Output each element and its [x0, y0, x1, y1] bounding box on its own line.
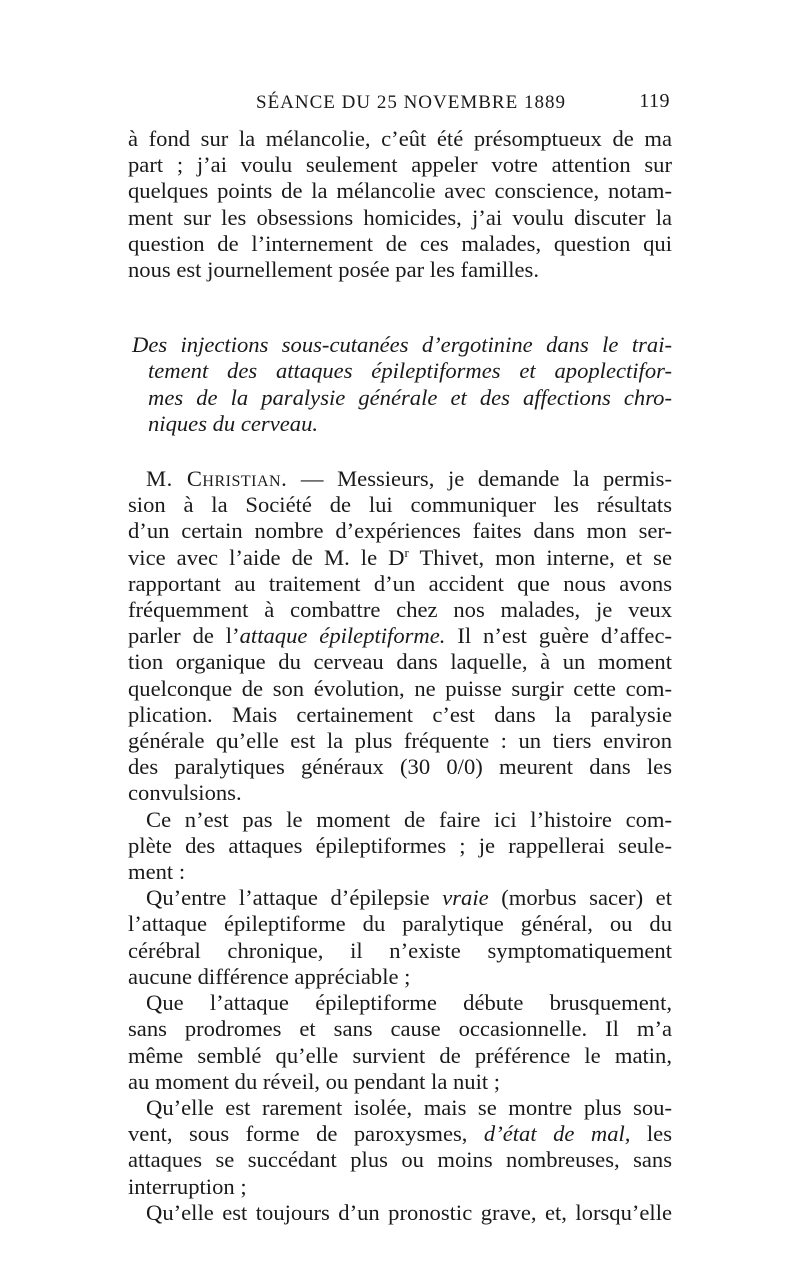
- italic-term: attaque épileptiforme.: [239, 623, 446, 649]
- text-line: sans prodromes et sans cause occasionnelle. Il m’a: [128, 1016, 672, 1042]
- text-line: au moment du réveil, ou pendant la nuit ;: [128, 1068, 501, 1094]
- text-line: d’un certain nombre d’expériences faites dans mon ser-: [128, 518, 672, 544]
- text-line: fréquemment à combattre chez nos malades, je veux: [128, 597, 672, 623]
- paragraph-prognosis: [128, 1200, 672, 1226]
- text-line: [128, 466, 672, 492]
- text-line: même semblé qu’elle survient de préférence le matin,: [128, 1042, 672, 1068]
- running-head: [128, 88, 672, 122]
- superscript: r: [404, 544, 409, 560]
- paragraph-onset: [128, 990, 672, 1095]
- text-fragment: Thivet, mon interne, et se: [408, 544, 672, 570]
- text-fragment: (morbus sacer) et: [488, 885, 672, 911]
- text-line: [128, 623, 672, 649]
- text-line: interruption ;: [128, 1173, 247, 1199]
- text-line: Que l’attaque épileptiforme débute brusquement,: [146, 990, 672, 1016]
- text-line: Ce n’est pas le moment de faire ici l’histoire com-: [146, 806, 672, 832]
- text-line: plication. Mais certainement c’est dans la paralysie: [128, 701, 672, 727]
- italic-term: vraie: [442, 885, 489, 911]
- text-line: [128, 545, 672, 571]
- italic-term: d’état de mal,: [483, 1121, 631, 1147]
- title-line: niques du cerveau.: [148, 410, 319, 436]
- text-fragment: Messieurs, je demande la permis-: [337, 466, 672, 492]
- text-fragment: Il n’est guère d’affec-: [445, 623, 672, 649]
- text-line: cérébral chronique, il n’existe symptomatiquement: [128, 937, 672, 963]
- title-line: mes de la paralysie générale et des affections chro-: [148, 384, 672, 410]
- text-line: ment sur les obsessions homicides, j’ai voulu discuter la: [128, 204, 672, 230]
- text-line: aucune différence appréciable ;: [128, 963, 411, 989]
- text-line: rapportant au traitement d’un accident que nous avons: [128, 570, 672, 596]
- text-fragment: parler de l’: [128, 623, 240, 649]
- article-title: [128, 332, 672, 437]
- text-line: plète des attaques épileptiformes ; je rappellerai seule-: [128, 832, 672, 858]
- text-fragment: Qu’entre l’attaque d’épilepsie: [146, 885, 443, 911]
- paragraph-true-epilepsy: [128, 885, 672, 990]
- text-line: tion organique du cerveau dans laquelle, à un moment: [128, 649, 672, 675]
- text-line: [128, 1121, 672, 1147]
- continuation-paragraph: [128, 126, 672, 283]
- text-fragment: vice avec l’aide de M. le D: [128, 544, 405, 570]
- page-number: 119: [639, 90, 670, 112]
- text-line: à fond sur la mélancolie, c’eût été présomptueux de ma: [128, 126, 672, 151]
- text-line: Qu’elle est rarement isolée, mais se montre plus sou-: [146, 1094, 672, 1120]
- speaker-name: M. Christian.: [146, 466, 288, 492]
- text-line: question de l’internement de ces malades, question qui: [128, 230, 672, 256]
- text-line: générale qu’elle est la plus fréquente : un tiers environ: [128, 728, 672, 754]
- text-line: convulsions.: [128, 780, 242, 806]
- text-fragment: vent, sous forme de paroxysmes,: [128, 1121, 484, 1147]
- text-line: des paralytiques généraux (30 0/0) meurent dans les: [128, 754, 672, 780]
- paragraph-history: [128, 807, 672, 886]
- page-content: [128, 88, 672, 1226]
- text-line: part ; j’ai voulu seulement appeler votre attention sur: [128, 152, 672, 178]
- text-line: [128, 885, 672, 911]
- text-line: attaques se succédant plus ou moins nombreuses, sans: [128, 1147, 672, 1173]
- paragraph-paroxysms: [128, 1095, 672, 1200]
- speech-paragraph: [128, 466, 672, 807]
- text-line: nous est journellement posée par les familles.: [128, 257, 539, 283]
- text-line: ment :: [128, 859, 186, 885]
- text-line: Qu’elle est toujours d’un pronostic grave, et, lorsqu’elle: [146, 1199, 672, 1225]
- running-title: SÉANCE DU 25 NOVEMBRE 1889: [256, 92, 566, 113]
- title-line: Des injections sous-cutanées d’ergotinine dans le trai-: [132, 332, 672, 358]
- title-line: tement des attaques épileptiformes et apoplectifor-: [148, 358, 672, 384]
- em-dash: —: [287, 466, 338, 492]
- text-fragment: les: [630, 1121, 672, 1147]
- text-line: sion à la Société de lui communiquer les résultats: [128, 492, 672, 518]
- text-line: l’attaque épileptiforme du paralytique général, ou du: [128, 911, 672, 937]
- text-line: quelques points de la mélancolie avec conscience, notam-: [128, 178, 672, 204]
- text-line: quelconque de son évolution, ne puisse surgir cette com-: [128, 675, 672, 701]
